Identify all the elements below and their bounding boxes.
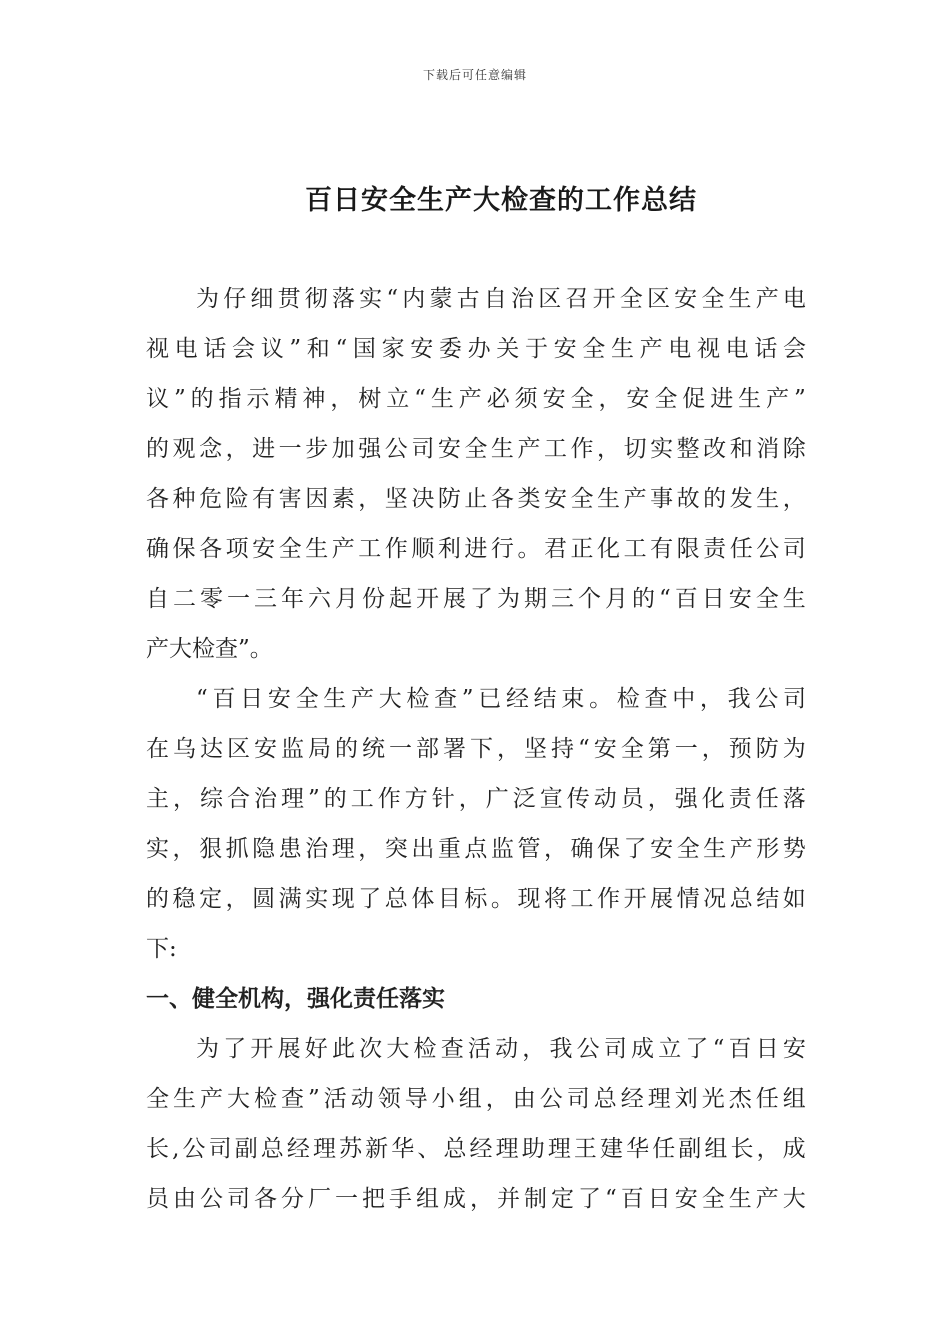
- paragraph-line: 长 , 公 司 副 总 经 理 苏 新 华 、 总 经 理 助 理 王 建 华 任 副 组 长 ， 成: [146, 1136, 806, 1162]
- paragraph-line: 视 电 话 会 议 ” 和 “ 国 家 安 委 办 关 于 安 全 生 产 电 视 电 话 会: [146, 336, 806, 362]
- paragraph-line: 的 观 念 ， 进 一 步 加 强 公 司 安 全 生 产 工 作 ， 切 实 整 改 和 消 除: [146, 436, 806, 462]
- paragraph-line: 下:: [146, 936, 177, 962]
- paragraph-line: 自 二 零 一 三 年 六 月 份 起 开 展 了 为 期 三 个 月 的 “ 百 日 安 全 生: [146, 586, 806, 612]
- document-title: 百日安全生产大检查的工作总结: [305, 185, 697, 216]
- paragraph-line: 的 稳 定 ， 圆 满 实 现 了 总 体 目 标 。 现 将 工 作 开 展 情 况 总 结 如: [146, 886, 806, 912]
- paragraph-line: 为 了 开 展 好 此 次 大 检 查 活 动 ， 我 公 司 成 立 了 “ 百 日 安: [196, 1036, 806, 1062]
- paragraph-line: 主 ， 综 合 治 理 ” 的 工 作 方 针 ， 广 泛 宣 传 动 员 ， 强 化 责 任 落: [146, 786, 806, 812]
- paragraph-line: 确 保 各 项 安 全 生 产 工 作 顺 利 进 行 。 君 正 化 工 有 限 责 任 公 司: [146, 536, 806, 562]
- paragraph-line: 在 乌 达 区 安 监 局 的 统 一 部 署 下 ， 坚 持 “ 安 全 第 一 ， 预 防 为: [146, 736, 806, 762]
- paragraph-line: 员 由 公 司 各 分 厂 一 把 手 组 成 ， 并 制 定 了 “ 百 日 安 全 生 产 大: [146, 1186, 806, 1212]
- paragraph-line: 为 仔 细 贯 彻 落 实 “ 内 蒙 古 自 治 区 召 开 全 区 安 全 生 产 电: [196, 286, 806, 312]
- paragraph-line: 议 ” 的 指 示 精 神 ， 树 立 “ 生 产 必 须 安 全 ， 安 全 促 进 生 产 ”: [146, 386, 806, 412]
- section-heading: 一、健全机构，强化责任落实: [146, 986, 445, 1012]
- document-body: [146, 274, 806, 1224]
- page-header-note: 下载后可任意编辑: [422, 68, 527, 82]
- paragraph-line: 实 ， 狠 抓 隐 患 治 理 ， 突 出 重 点 监 管 ， 确 保 了 安 全 生 产 形 势: [146, 836, 806, 862]
- paragraph-line: “ 百 日 安 全 生 产 大 检 查 ” 已 经 结 束 。 检 查 中 ， 我 公 司: [196, 686, 806, 712]
- paragraph-line: 各 种 危 险 有 害 因 素 ， 坚 决 防 止 各 类 安 全 生 产 事 故 的 发 生 ，: [146, 486, 806, 512]
- paragraph-line: 全 生 产 大 检 查 ” 活 动 领 导 小 组 ， 由 公 司 总 经 理 刘 光 杰 任 组: [146, 1086, 806, 1112]
- paragraph-line: 产大检查”。: [146, 636, 273, 662]
